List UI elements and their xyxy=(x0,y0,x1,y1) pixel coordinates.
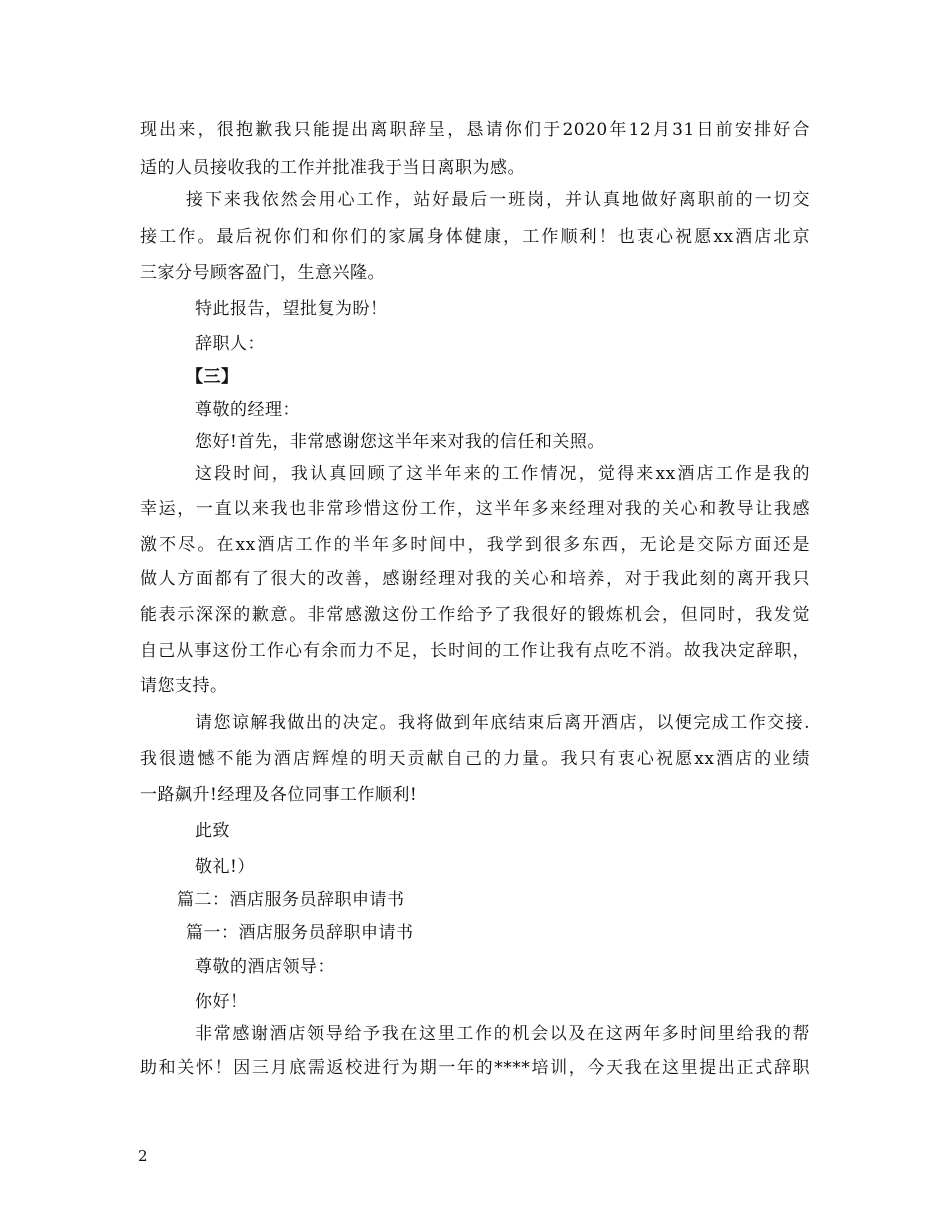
text-line: 适的人员接收我的工作并批准我于当日离职为感。 xyxy=(140,158,525,178)
article-heading: 篇二：酒店服务员辞职申请书 xyxy=(177,890,405,910)
text-line: 做人方面都有了很大的改善，感谢经理对我的关心和培养，对于我此刻的离开我只 xyxy=(140,569,810,589)
text-line: 自己从事这份工作心有余而力不足，长时间的工作让我有点吃不消。故我决定辞职， xyxy=(140,641,810,661)
text-line: 现出来，很抱歉我只能提出离职辞呈，恳请你们于2020年12月31日前安排好合 xyxy=(140,120,810,140)
page-number: 2 xyxy=(138,1147,148,1165)
text-line: 一路飙升!经理及各位同事工作顺利! xyxy=(140,785,418,805)
text-line: 接下来我依然会用心工作，站好最后一班岗，并认真地做好离职前的一切交 xyxy=(186,190,810,210)
text-line: 接工作。最后祝你们和你们的家属身体健康，工作顺利！也衷心祝愿xx酒店北京 xyxy=(140,227,810,247)
text-line: 尊敬的酒店领导： xyxy=(195,957,335,977)
text-line: 幸运，一直以来我也非常珍惜这份工作，这半年多来经理对我的关心和教导让我感 xyxy=(140,499,810,519)
text-line: 你好！ xyxy=(195,992,248,1012)
section-heading: 【三】 xyxy=(186,367,239,387)
text-line: 辞职人： xyxy=(195,334,265,354)
text-line: 您好!首先，非常感谢您这半年来对我的信任和关照。 xyxy=(195,432,605,452)
text-line: 尊敬的经理： xyxy=(195,400,300,420)
text-line: 敬礼!） xyxy=(195,857,255,877)
text-line: 助和关怀！因三月底需返校进行为期一年的****培训，今天我在这里提出正式辞职 xyxy=(140,1058,810,1078)
text-line: 这段时间，我认真回顾了这半年来的工作情况，觉得来xx酒店工作是我的 xyxy=(195,464,810,484)
text-line: 请您支持。 xyxy=(140,676,228,696)
text-line: 激不尽。在xx酒店工作的半年多时间中，我学到很多东西，无论是交际方面还是 xyxy=(140,535,810,555)
text-line: 非常感谢酒店领导给予我在这里工作的机会以及在这两年多时间里给我的帮 xyxy=(195,1024,810,1044)
text-line: 能表示深深的歉意。非常感激这份工作给予了我很好的锻炼机会，但同时，我发觉 xyxy=(140,605,810,625)
article-heading: 篇一：酒店服务员辞职申请书 xyxy=(186,923,414,943)
text-line: 我很遗憾不能为酒店辉煌的明天贡献自己的力量。我只有衷心祝愿xx酒店的业绩 xyxy=(140,749,810,769)
text-line: 特此报告，望批复为盼！ xyxy=(195,299,388,319)
text-line: 请您谅解我做出的决定。我将做到年底结束后离开酒店，以便完成工作交接. xyxy=(195,713,810,733)
text-line: 此致 xyxy=(195,821,230,841)
text-line: 三家分号顾客盈门，生意兴隆。 xyxy=(140,263,385,283)
